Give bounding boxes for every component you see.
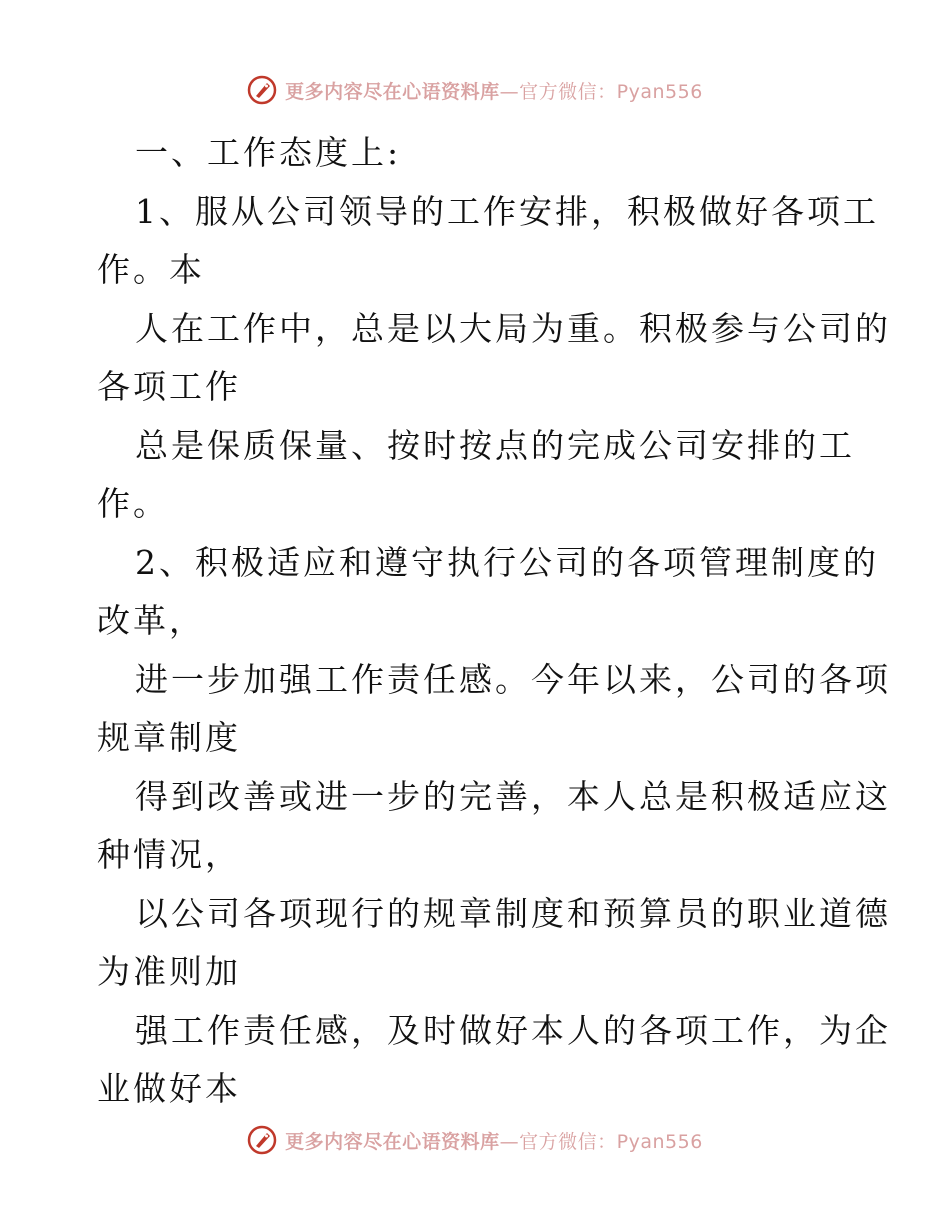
document-body bbox=[97, 124, 891, 1119]
footer-banner-wechat: —官方微信：Pyan556 bbox=[499, 1130, 703, 1153]
pen-nib-logo-icon bbox=[247, 75, 277, 105]
text-line: 得到改善或进一步的完善，本人总是积极适应这 bbox=[135, 776, 891, 816]
text-line: 种情况， bbox=[97, 835, 241, 874]
header-banner-text bbox=[285, 77, 703, 104]
text-line: 1、服从公司领导的工作安排，积极做好各项工 bbox=[135, 191, 879, 231]
header-banner bbox=[0, 70, 950, 110]
pen-nib-logo-icon bbox=[247, 1125, 277, 1155]
section-heading: 一、工作态度上: bbox=[135, 133, 402, 172]
footer-banner bbox=[0, 1120, 950, 1160]
text-line: 为准则加 bbox=[97, 952, 241, 991]
text-line: 作。本 bbox=[97, 250, 205, 289]
footer-banner-text bbox=[285, 1127, 703, 1154]
text-line: 以公司各项现行的规章制度和预算员的职业道德 bbox=[135, 893, 891, 933]
footer-banner-title: 更多内容尽在心语资料库 bbox=[285, 1130, 500, 1153]
text-line: 2、积极适应和遵守执行公司的各项管理制度的 bbox=[135, 542, 879, 582]
header-banner-title: 更多内容尽在心语资料库 bbox=[285, 80, 500, 103]
text-line: 业做好本 bbox=[97, 1069, 241, 1108]
text-line: 各项工作 bbox=[97, 367, 241, 406]
text-line: 规章制度 bbox=[97, 718, 241, 757]
text-line: 强工作责任感，及时做好本人的各项工作，为企 bbox=[135, 1010, 891, 1050]
text-line: 改革， bbox=[97, 601, 205, 640]
text-line: 总是保质保量、按时按点的完成公司安排的工 bbox=[135, 425, 855, 465]
text-line: 人在工作中，总是以大局为重。积极参与公司的 bbox=[135, 308, 891, 348]
text-line: 作。 bbox=[97, 484, 169, 523]
text-line: 进一步加强工作责任感。今年以来，公司的各项 bbox=[135, 659, 891, 699]
header-banner-wechat: —官方微信：Pyan556 bbox=[499, 80, 703, 103]
